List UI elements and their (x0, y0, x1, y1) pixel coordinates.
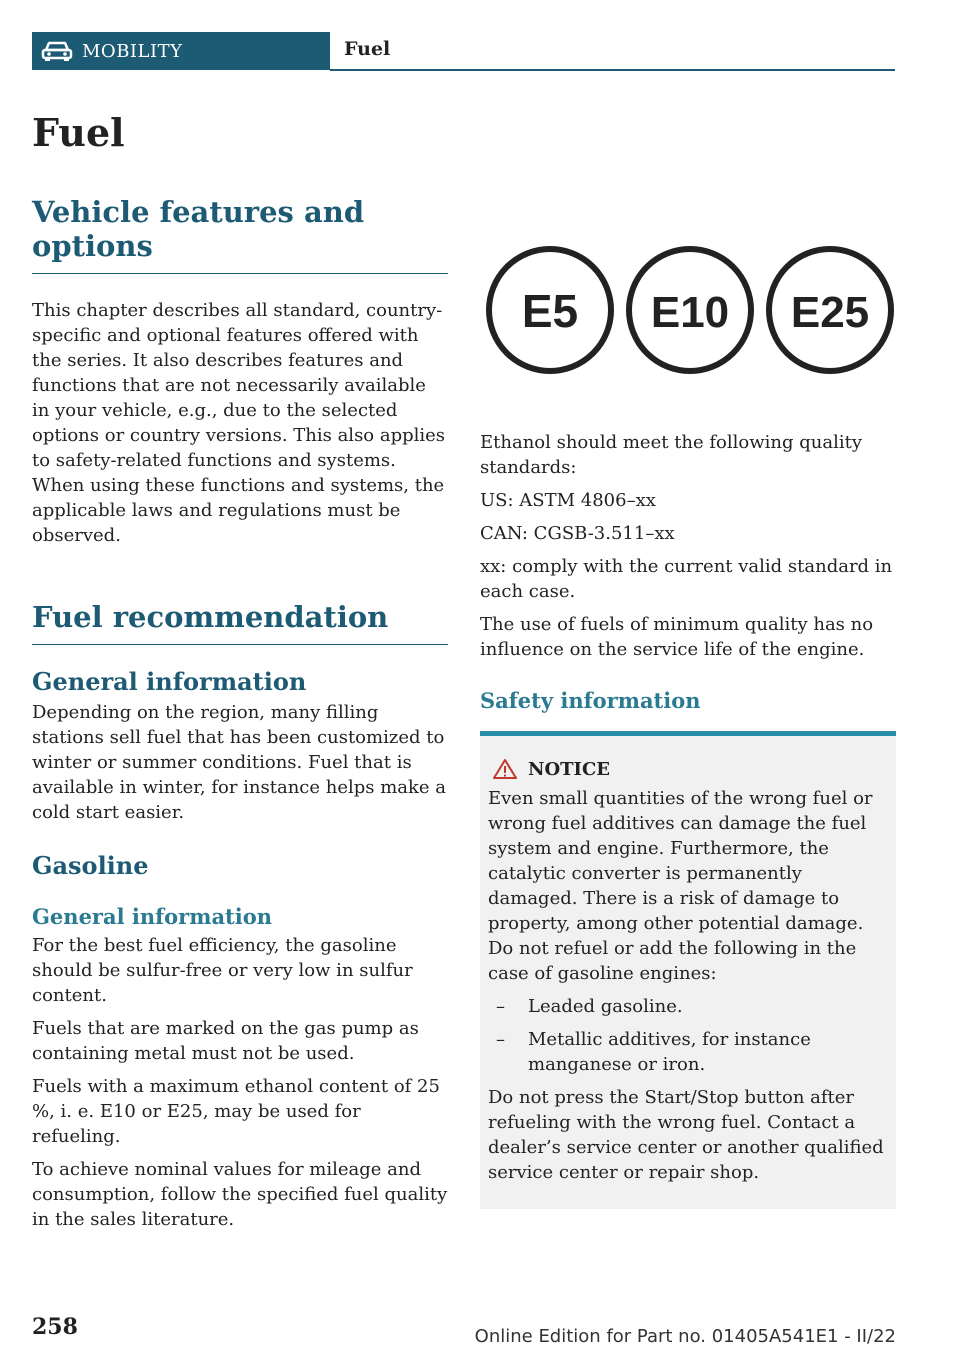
svg-text:E10: E10 (650, 288, 730, 337)
notice-closing-text: Do not press the Start/Stop button after refueling with the wrong fuel. Contact a dealer’s service center or another qualified service center or repair shop. (488, 1087, 884, 1183)
ethanol-paragraph: xx: comply with the current valid standard in each case. (480, 556, 893, 602)
fuel-recommendation-heading: Fuel recommendation (32, 600, 448, 645)
fuel-badge-e25 (765, 245, 895, 375)
gasoline-general-info-heading: General information (32, 904, 273, 929)
footer-edition: Online Edition for Part no. 01405A541E1 - II/22 (474, 1326, 896, 1347)
bullet-text: Metallic additives, for instance manganese or iron. (528, 1029, 811, 1075)
list-item (488, 1027, 888, 1077)
bullet-text: Leaded gasoline. (528, 996, 683, 1017)
header-rule (330, 69, 895, 71)
ethanol-paragraph: The use of fuels of minimum quality has no influence on the service life of the engine. (480, 614, 874, 660)
ethanol-paragraph: Ethanol should meet the following quality standards: (480, 432, 863, 478)
header-section-label: MOBILITY (82, 40, 183, 62)
gasoline-paragraph: Fuels that are marked on the gas pump as containing metal must not be used. (32, 1018, 419, 1064)
fuel-badges (485, 245, 896, 375)
right-column (480, 245, 896, 1209)
notice-box (480, 731, 896, 1209)
general-information-heading: General information (32, 667, 307, 696)
car-icon (40, 40, 74, 62)
vehicle-features-text: This chapter describes all standard, country-specific and optional features offered with the series. It also describes features and functions that are not necessarily available in your vehicle, e.g., due to the selected options or country versions. This also applies to safety-related functions and systems. When using these functions and systems, the applicable laws and regulations must be observed. (32, 300, 446, 546)
fuel-badge-e5 (485, 245, 615, 375)
left-column (32, 100, 448, 1232)
ethanol-paragraph: CAN: CGSB-3.511–xx (480, 523, 675, 544)
page-number: 258 (32, 1314, 78, 1340)
page-title: Fuel (32, 110, 125, 155)
notice-header (492, 758, 888, 780)
notice-label: NOTICE (528, 758, 610, 780)
ethanol-paragraph: US: ASTM 4806–xx (480, 490, 656, 511)
gasoline-paragraph: Fuels with a maximum ethanol content of 25 %, i. e. E10 or E25, may be used for refueling. (32, 1076, 440, 1147)
gasoline-paragraph: For the best fuel efficiency, the gasoline should be sulfur-free or very low in sulfur content. (32, 935, 413, 1006)
gasoline-paragraph: To achieve nominal values for mileage and consumption, follow the specified fuel quality in the sales literature. (32, 1159, 448, 1230)
svg-text:E25: E25 (790, 288, 870, 337)
bullet-dash: – (496, 996, 505, 1017)
warning-icon (492, 758, 518, 780)
general-information-text: Depending on the region, many filling stations sell fuel that has been customized to winter or summer conditions. Fuel that is available in winter, for instance helps make a cold start easier. (32, 702, 447, 823)
bullet-dash: – (496, 1029, 505, 1050)
list-item (488, 994, 888, 1019)
notice-text: Even small quantities of the wrong fuel or wrong fuel additives can damage the fuel system and engine. Furthermore, the catalytic converter is permanently damaged. There is a risk of damage to property, among other potential damage. Do not refuel or add the following in the case of gasoline engines: (488, 788, 873, 984)
svg-text:E5: E5 (521, 285, 579, 337)
gasoline-heading: Gasoline (32, 851, 149, 880)
vehicle-features-heading: Vehicle features and options (32, 195, 448, 274)
safety-information-heading: Safety information (480, 688, 701, 713)
header-chapter-title: Fuel (344, 38, 391, 60)
fuel-badge-e10 (625, 245, 755, 375)
header-section-tab (32, 32, 330, 70)
